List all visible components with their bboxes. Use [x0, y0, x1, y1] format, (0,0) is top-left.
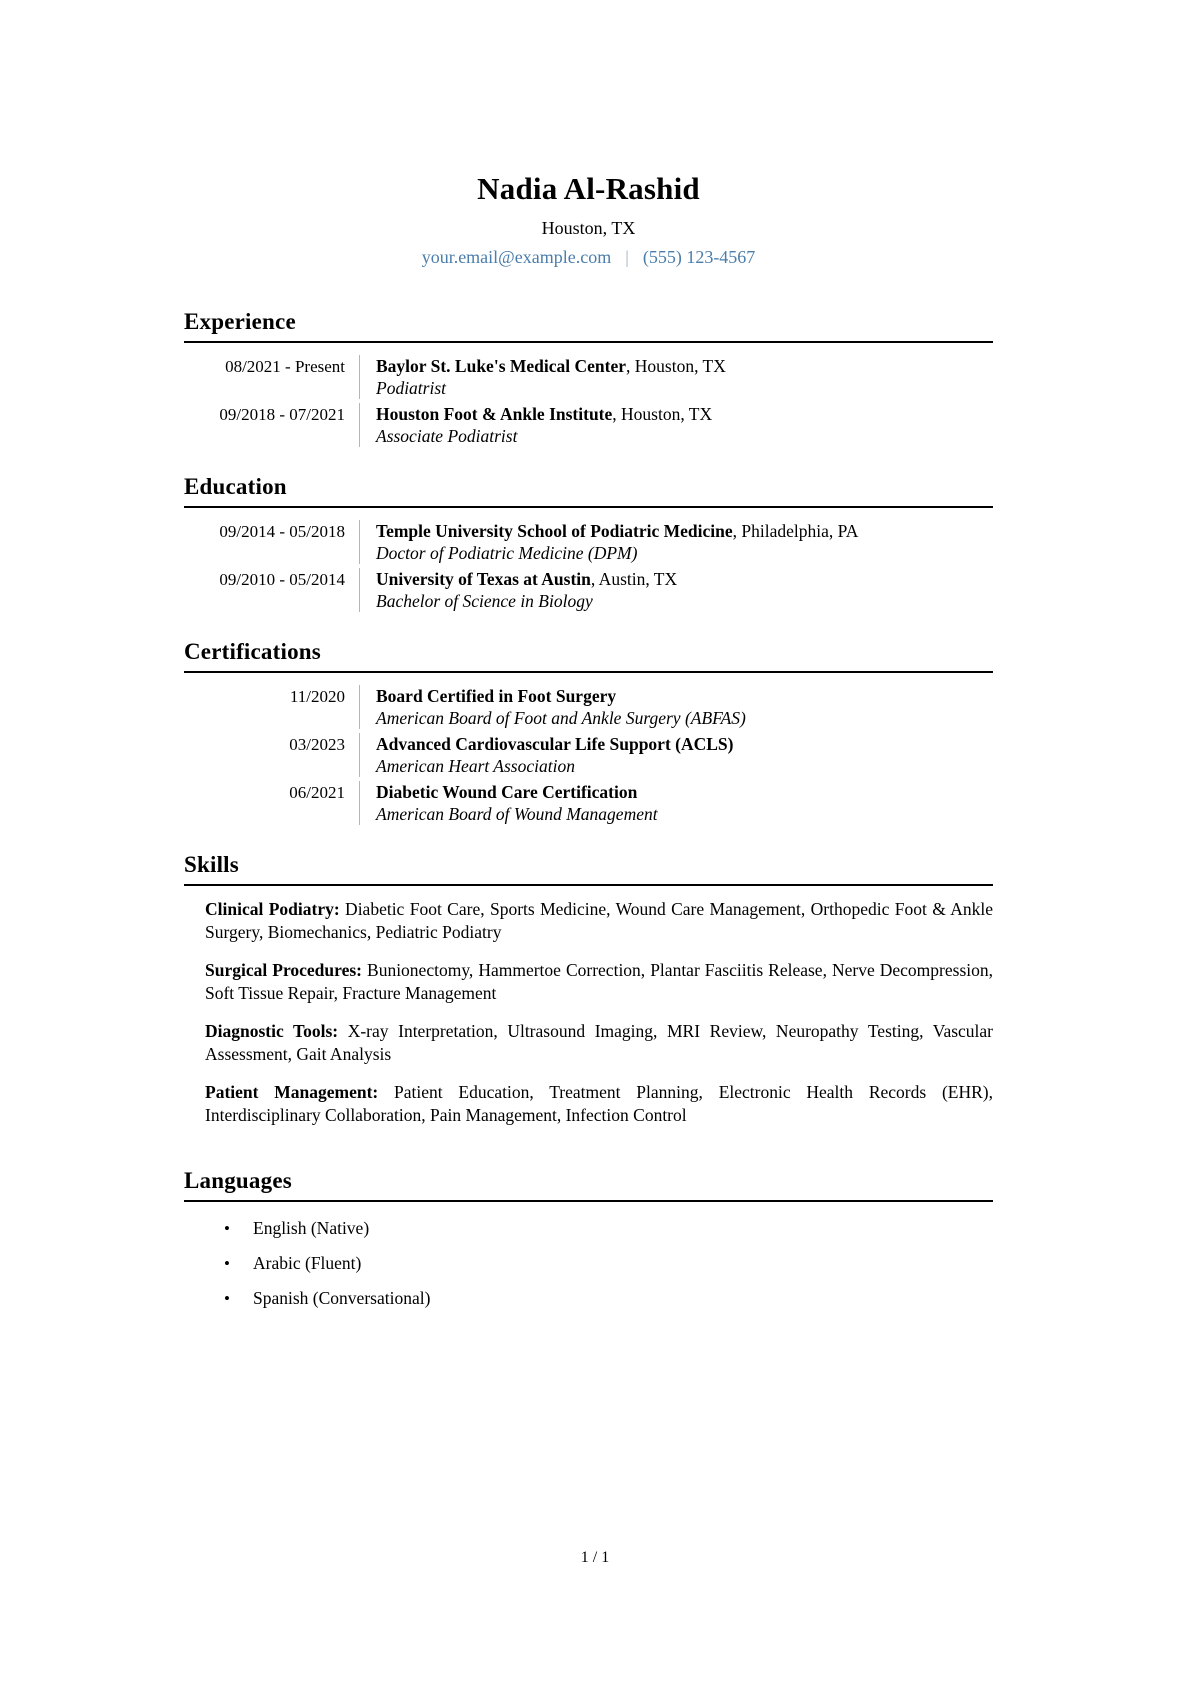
- page-number: 1 / 1: [580, 1549, 610, 1566]
- section-languages: [184, 1167, 993, 1309]
- section-rule: [184, 506, 993, 508]
- skill-group: [205, 898, 993, 944]
- cert-name: Diabetic Wound Care Certification: [376, 782, 638, 802]
- entry-body: [359, 781, 658, 825]
- cert-name: Board Certified in Foot Surgery: [376, 686, 617, 706]
- resume-header: [184, 170, 993, 268]
- entry-body: [359, 568, 677, 612]
- section-education: [184, 473, 993, 612]
- entry-date: 11/2020: [289, 687, 345, 706]
- entry-body: [359, 733, 734, 777]
- cert-issuer: American Board of Wound Management: [376, 804, 658, 824]
- education-entry: [184, 520, 993, 564]
- resume-content: [184, 170, 993, 1323]
- education-entry: [184, 568, 993, 612]
- language-list: [184, 1218, 993, 1309]
- experience-entry: [184, 403, 993, 447]
- section-rule: [184, 884, 993, 886]
- org-location: , Houston, TX: [612, 404, 713, 424]
- entry-date: 06/2021: [289, 783, 345, 802]
- cert-issuer: American Board of Foot and Ankle Surgery (ABFAS): [376, 708, 746, 728]
- school-location: , Philadelphia, PA: [732, 521, 859, 541]
- entry-degree: Bachelor of Science in Biology: [376, 591, 593, 611]
- language-item: • Arabic (Fluent): [184, 1253, 993, 1274]
- phone-link[interactable]: (555) 123-4567: [642, 247, 756, 267]
- entry-date: 09/2018 - 07/2021: [219, 405, 345, 424]
- skill-list: X-ray Interpretation, Ultrasound Imaging, MRI Review, Neuropathy Testing, Vascular Assessment, Gait Analysis: [205, 1021, 994, 1064]
- entry-date: 09/2010 - 05/2014: [219, 570, 345, 589]
- entry-title: [376, 403, 712, 425]
- school-name: University of Texas at Austin: [376, 569, 591, 589]
- entry-body: [359, 403, 712, 447]
- section-rule: [184, 341, 993, 343]
- section-title: Education: [184, 474, 287, 499]
- school-location: , Austin, TX: [590, 569, 678, 589]
- section-title: Certifications: [184, 639, 321, 664]
- entry-body: [359, 520, 858, 564]
- person-name: Nadia Al-Rashid: [477, 171, 700, 206]
- entry-date: 03/2023: [289, 735, 345, 754]
- section-title: Languages: [184, 1168, 292, 1193]
- section-rule: [184, 671, 993, 673]
- skill-list: Diabetic Foot Care, Sports Medicine, Wound Care Management, Orthopedic Foot & Ankle Surgery, Biomechanics, Pediatric Podiatry: [205, 899, 993, 942]
- skill-category: Diagnostic Tools:: [205, 1021, 339, 1041]
- skill-category: Patient Management:: [205, 1082, 379, 1102]
- experience-entry: [184, 355, 993, 399]
- section-rule: [184, 1200, 993, 1202]
- cert-issuer: American Heart Association: [376, 756, 575, 776]
- org-location: , Houston, TX: [626, 356, 726, 376]
- entry-role: Podiatrist: [376, 378, 447, 398]
- skill-group: [205, 1081, 993, 1127]
- entry-body: [359, 355, 726, 399]
- entry-title: [376, 781, 658, 803]
- section-title: Skills: [184, 852, 239, 877]
- section-title: Experience: [184, 309, 296, 334]
- entry-title: [376, 568, 677, 590]
- entry-title: [376, 685, 746, 707]
- contact-separator: |: [625, 247, 629, 267]
- language-item: • Spanish (Conversational): [184, 1288, 993, 1309]
- entry-degree: Doctor of Podiatric Medicine (DPM): [376, 543, 638, 563]
- certification-entry: [184, 781, 993, 825]
- email-link[interactable]: your.email@example.com: [421, 247, 612, 267]
- skill-list: Bunionectomy, Hammertoe Correction, Plantar Fasciitis Release, Nerve Decompression, Soft Tissue Repair, Fracture Management: [205, 960, 993, 1003]
- person-location: Houston, TX: [541, 218, 636, 238]
- org-name: Baylor St. Luke's Medical Center: [376, 356, 627, 376]
- skill-category: Surgical Procedures:: [205, 960, 362, 980]
- skill-category: Clinical Podiatry:: [205, 899, 340, 919]
- certification-entry: [184, 733, 993, 777]
- skill-group: [205, 1020, 993, 1066]
- entry-body: [359, 685, 746, 729]
- certification-entry: [184, 685, 993, 729]
- section-experience: [184, 308, 993, 447]
- section-certifications: [184, 638, 993, 825]
- entry-title: [376, 733, 734, 755]
- org-name: Houston Foot & Ankle Institute: [376, 404, 613, 424]
- section-skills: [184, 851, 993, 1127]
- entry-title: [376, 520, 858, 542]
- entry-title: [376, 355, 726, 377]
- school-name: Temple University School of Podiatric Medicine: [376, 521, 733, 541]
- entry-role: Associate Podiatrist: [376, 426, 518, 446]
- skill-list: Patient Education, Treatment Planning, Electronic Health Records (EHR), Interdisciplinary Collaboration, Pain Management, Infection Control: [205, 1082, 993, 1125]
- cert-name: Advanced Cardiovascular Life Support (ACLS): [376, 734, 734, 754]
- contact-line: [184, 246, 993, 268]
- language-item: • English (Native): [184, 1218, 993, 1239]
- entry-date: 08/2021 - Present: [225, 357, 345, 376]
- skill-group: [205, 959, 993, 1005]
- entry-date: 09/2014 - 05/2018: [219, 522, 345, 541]
